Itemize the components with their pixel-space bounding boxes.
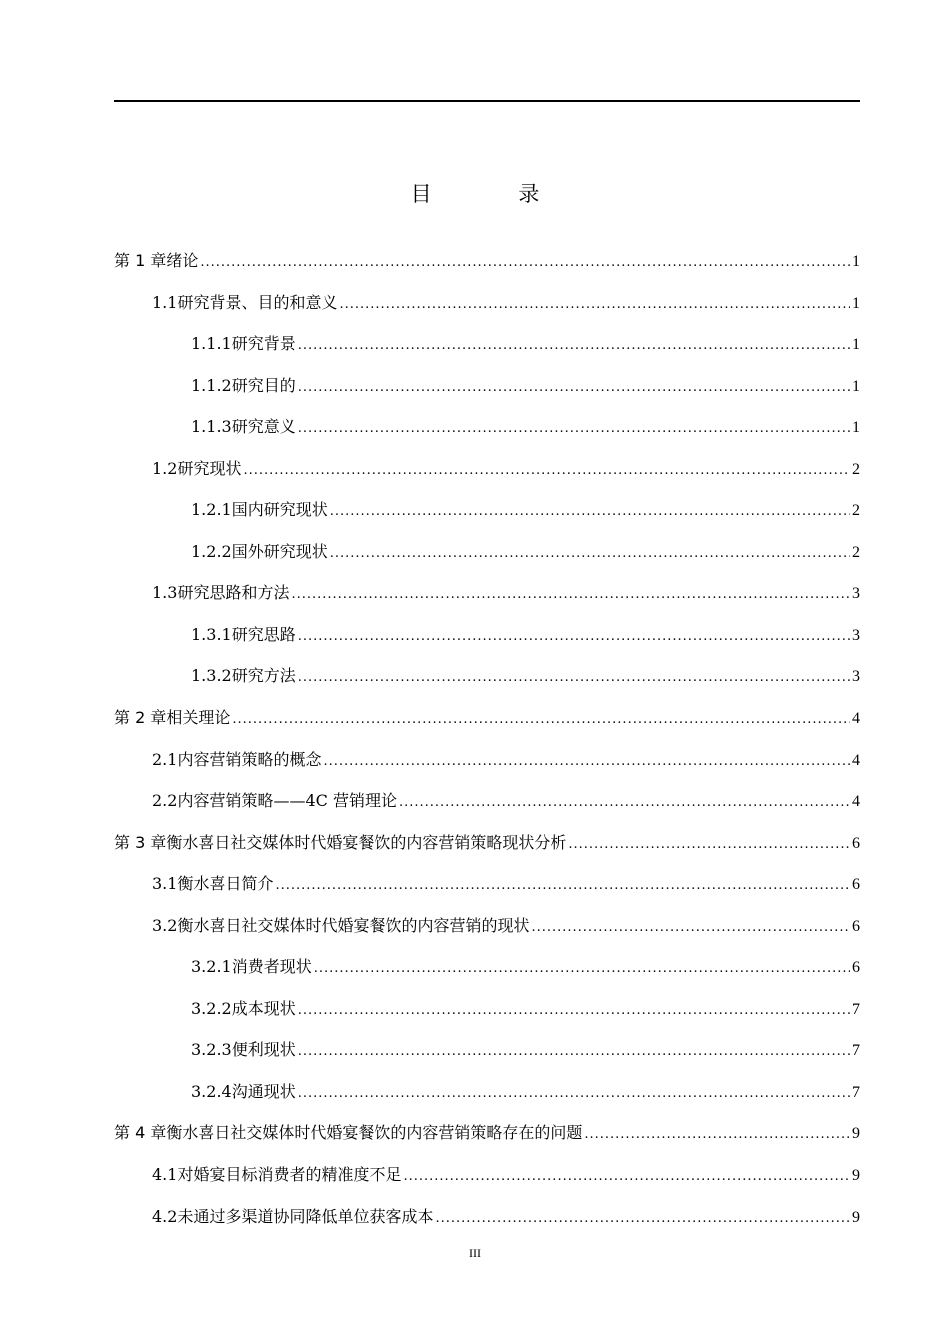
toc-entry-title: 研究思路	[231, 624, 296, 644]
toc-entry-title: 衡水喜日社交媒体时代婚宴餐饮的内容营销的现状	[177, 915, 530, 935]
toc-entry-title: 研究方法	[231, 666, 296, 686]
header-rule	[114, 100, 860, 102]
toc-entry-number: 1.3	[152, 583, 178, 603]
toc-entry-title: 研究现状	[177, 458, 242, 478]
toc-entry-page: 4	[852, 751, 860, 769]
toc-entry-number: 1.2.2	[191, 541, 232, 561]
toc-leader-dots	[298, 657, 850, 699]
toc-entry-number: 3.2	[152, 915, 178, 935]
toc-entry-number: 1.1.1	[191, 334, 232, 354]
toc-entry[interactable]	[114, 739, 860, 781]
toc-leader-dots	[232, 699, 850, 741]
toc-entry-number: 第 3 章	[114, 832, 167, 852]
toc-entry-page: 6	[852, 834, 860, 852]
toc-entry[interactable]	[114, 946, 860, 988]
toc-entry[interactable]	[114, 697, 860, 739]
toc-entry[interactable]	[114, 822, 860, 864]
toc-leader-dots	[291, 574, 850, 616]
toc-entry-title: 衡水喜日社交媒体时代婚宴餐饮的内容营销策略现状分析	[166, 832, 567, 852]
toc-entry-title: 内容营销策略的概念	[177, 749, 322, 769]
toc-entry-page: 6	[852, 876, 860, 894]
toc-leader-dots	[298, 616, 850, 658]
toc-entry[interactable]	[114, 406, 860, 448]
toc-entry-page: 1	[852, 419, 860, 437]
toc-entry-title: 研究思路和方法	[177, 583, 290, 603]
toc-entry-number: 1.3.1	[191, 624, 232, 644]
toc-entry-title: 研究背景、目的和意义	[177, 292, 338, 312]
toc-entry[interactable]	[114, 240, 860, 282]
toc-leader-dots	[568, 824, 850, 866]
toc-entry-page: 1	[852, 294, 860, 312]
toc-leader-dots	[314, 948, 850, 990]
toc-entry-title: 成本现状	[231, 998, 296, 1018]
toc-entry-number: 3.2.4	[191, 1081, 232, 1101]
toc-entry-title: 研究意义	[231, 417, 296, 437]
toc-entry[interactable]	[114, 365, 860, 407]
toc-entry[interactable]	[114, 863, 860, 905]
toc-leader-dots	[435, 1198, 850, 1240]
page-number-footer: III	[469, 1246, 481, 1260]
toc-entry-title: 研究目的	[231, 375, 296, 395]
toc-entry[interactable]	[114, 655, 860, 697]
toc-entry[interactable]	[114, 448, 860, 490]
toc-entry-number: 1.2	[152, 458, 178, 478]
toc-entry-page: 6	[852, 959, 860, 977]
toc-entry[interactable]	[114, 905, 860, 947]
toc-entry-page: 1	[852, 336, 860, 354]
toc-entry-title: 对婚宴目标消费者的精准度不足	[177, 1165, 402, 1185]
toc-entry[interactable]	[114, 1196, 860, 1238]
toc-entry-page: 7	[852, 1042, 860, 1060]
toc-entry[interactable]	[114, 1029, 860, 1071]
toc-entry-number: 3.2.2	[191, 998, 232, 1018]
toc-entry-page: 6	[852, 917, 860, 935]
toc-entry-title: 未通过多渠道协同降低单位获客成本	[177, 1206, 434, 1226]
toc-entry-title: 衡水喜日社交媒体时代婚宴餐饮的内容营销策略存在的问题	[166, 1123, 583, 1143]
toc-entry-number: 3.2.3	[191, 1040, 232, 1060]
toc-leader-dots	[330, 533, 850, 575]
toc-entry-number: 1.1.2	[191, 375, 232, 395]
toc-entry-page: 2	[852, 460, 860, 478]
toc-leader-dots	[339, 284, 850, 326]
toc-entry[interactable]	[114, 780, 860, 822]
toc-entry-page: 1	[852, 377, 860, 395]
toc-leader-dots	[298, 408, 850, 450]
toc-entry-title: 相关理论	[166, 708, 231, 728]
toc-entry-page: 9	[852, 1167, 860, 1185]
toc-leader-dots	[298, 1031, 850, 1073]
toc-leader-dots	[298, 990, 850, 1032]
toc-title: 目 录	[410, 182, 580, 206]
toc-leader-dots	[298, 1073, 850, 1115]
toc-entry-title: 内容营销策略——4C 营销理论	[177, 791, 397, 811]
toc-entry-number: 1.2.1	[191, 500, 232, 520]
toc-entry[interactable]	[114, 1112, 860, 1154]
toc-entry[interactable]	[114, 614, 860, 656]
toc-entry-page: 3	[852, 585, 860, 603]
toc-entry[interactable]	[114, 282, 860, 324]
toc-leader-dots	[403, 1156, 850, 1198]
toc-leader-dots	[531, 907, 850, 949]
toc-entry[interactable]	[114, 1154, 860, 1196]
toc-leader-dots	[243, 450, 850, 492]
toc-entry-page: 7	[852, 1000, 860, 1018]
toc-entry-number: 3.2.1	[191, 957, 232, 977]
toc-entry[interactable]	[114, 489, 860, 531]
toc-entry-title: 国内研究现状	[231, 500, 328, 520]
toc-leader-dots	[298, 367, 850, 409]
toc-entry-title: 国外研究现状	[231, 541, 328, 561]
toc-entry-number: 3.1	[152, 874, 178, 894]
toc-leader-dots	[330, 491, 850, 533]
toc-entry[interactable]	[114, 1071, 860, 1113]
toc-entry-number: 2.2	[152, 791, 178, 811]
toc-entry-page: 1	[852, 253, 860, 270]
toc-entry-number: 第 1 章	[114, 251, 167, 270]
toc-entry[interactable]	[114, 988, 860, 1030]
toc-entry-title: 便利现状	[231, 1040, 296, 1060]
toc-leader-dots	[275, 865, 850, 907]
toc-entry-number: 1.1.3	[191, 417, 232, 437]
toc-leader-dots	[399, 782, 850, 824]
toc-entry-page: 3	[852, 626, 860, 644]
toc-entry-number: 4.2	[152, 1206, 178, 1226]
toc-entry-page: 2	[852, 543, 860, 561]
toc-entry-number: 第 4 章	[114, 1123, 167, 1143]
toc-entry-page: 3	[852, 668, 860, 686]
toc-entry-title: 衡水喜日简介	[177, 874, 274, 894]
toc-entry-number: 第 2 章	[114, 708, 167, 728]
toc-entry-title: 研究背景	[231, 334, 296, 354]
table-of-contents	[114, 240, 860, 1237]
toc-entry-title: 消费者现状	[231, 957, 312, 977]
toc-entry-number: 1.3.2	[191, 666, 232, 686]
toc-leader-dots	[584, 1114, 850, 1156]
toc-entry[interactable]	[114, 531, 860, 573]
toc-entry-page: 2	[852, 502, 860, 520]
toc-entry-page: 7	[852, 1083, 860, 1101]
toc-entry[interactable]	[114, 572, 860, 614]
toc-entry-page: 4	[852, 793, 860, 811]
toc-entry-number: 4.1	[152, 1165, 178, 1185]
toc-entry-number: 2.1	[152, 749, 178, 769]
toc-entry[interactable]	[114, 323, 860, 365]
toc-leader-dots	[298, 325, 850, 367]
toc-entry-number: 1.1	[152, 292, 178, 312]
toc-entry-page: 9	[852, 1208, 860, 1226]
toc-entry-title: 绪论	[166, 251, 199, 270]
toc-entry-title: 沟通现状	[231, 1081, 296, 1101]
toc-leader-dots	[323, 741, 850, 783]
toc-entry-page: 9	[852, 1125, 860, 1143]
toc-leader-dots	[200, 242, 850, 284]
toc-entry-page: 4	[852, 710, 860, 728]
